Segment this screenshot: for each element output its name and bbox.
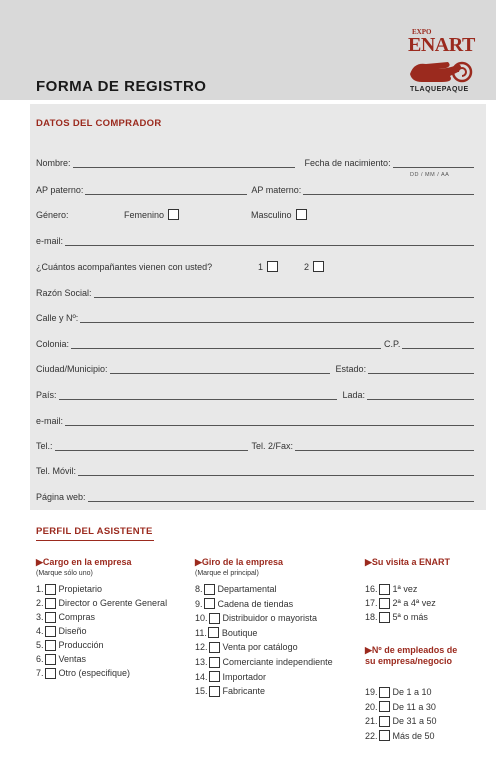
cargo-note: (Marque sólo uno) xyxy=(36,570,93,577)
option-checkbox[interactable] xyxy=(45,626,56,637)
option-number: 17. xyxy=(365,598,378,608)
option-item[interactable] xyxy=(195,671,266,683)
option-label: Fabricante xyxy=(222,686,266,697)
option-item[interactable] xyxy=(195,656,333,668)
giro-note: (Marque el principal) xyxy=(195,570,259,577)
option-item[interactable] xyxy=(36,597,167,609)
option-item[interactable] xyxy=(36,639,104,651)
option-label: Diseño xyxy=(58,626,87,636)
label-web: Página web: xyxy=(36,492,86,502)
label-movil: Tel. Móvil: xyxy=(36,466,77,476)
label-colonia: Colonia: xyxy=(36,339,70,349)
masculino-checkbox[interactable] xyxy=(296,209,307,220)
option-checkbox[interactable] xyxy=(209,657,220,668)
calle-input[interactable] xyxy=(80,312,474,323)
web-input[interactable] xyxy=(88,491,474,502)
option-item[interactable] xyxy=(365,715,437,727)
option-checkbox[interactable] xyxy=(379,716,390,727)
row-apellidos xyxy=(36,181,474,195)
option-number: 18. xyxy=(365,612,378,622)
label-nombre: Nombre: xyxy=(36,158,71,168)
option-checkbox[interactable] xyxy=(379,612,390,623)
option-number: 2. xyxy=(36,598,44,608)
option-checkbox[interactable] xyxy=(379,701,390,712)
option-item[interactable] xyxy=(36,611,95,623)
pais-input[interactable] xyxy=(59,389,337,400)
option-item[interactable] xyxy=(365,730,435,742)
option-checkbox[interactable] xyxy=(45,668,56,679)
option-item[interactable] xyxy=(36,583,102,595)
option-number: 4. xyxy=(36,626,44,636)
option-item[interactable] xyxy=(195,627,257,639)
enart-logo xyxy=(404,28,484,98)
label-opt2: 2 xyxy=(304,262,310,272)
option-checkbox[interactable] xyxy=(209,613,220,624)
option-number: 21. xyxy=(365,716,378,726)
option-checkbox[interactable] xyxy=(208,627,219,638)
date-format-hint: DD / MM / AA xyxy=(410,172,450,178)
visita-title xyxy=(365,557,450,568)
cp-input[interactable] xyxy=(402,338,474,349)
option-label: Venta por catálogo xyxy=(222,642,298,653)
option-item[interactable] xyxy=(195,583,277,595)
option-number: 5. xyxy=(36,640,44,650)
option-label: Compras xyxy=(58,612,96,622)
option-number: 7. xyxy=(36,668,44,678)
option-label: 2ª a 4ª vez xyxy=(392,598,436,608)
email-input[interactable] xyxy=(65,235,474,246)
empleados-title-line1: Nº de empleados de xyxy=(371,645,458,655)
logo-enart-text: ENART xyxy=(408,34,475,56)
colonia-input[interactable] xyxy=(71,338,381,349)
label-ap-paterno: AP paterno: xyxy=(36,185,84,195)
option-checkbox[interactable] xyxy=(209,686,220,697)
triangle-icon: ▶ xyxy=(365,557,372,567)
label-opt1: 1 xyxy=(258,262,264,272)
femenino-checkbox[interactable] xyxy=(168,209,179,220)
triangle-icon: ▶ xyxy=(365,645,372,655)
option-number: 22. xyxy=(365,730,378,741)
option-number: 8. xyxy=(195,584,203,594)
label-ciudad: Ciudad/Municipio: xyxy=(36,364,108,374)
logo-expo-text: EXPO xyxy=(412,28,432,36)
option-number: 20. xyxy=(365,701,378,712)
option-item[interactable] xyxy=(365,686,432,698)
row-movil xyxy=(36,462,474,476)
label-tel2: Tel. 2/Fax: xyxy=(251,441,294,451)
triangle-icon: ▶ xyxy=(36,557,43,567)
fecha-input[interactable] xyxy=(393,157,474,168)
row-colonia xyxy=(36,335,474,349)
option-checkbox[interactable] xyxy=(204,598,215,609)
profile-title-underline xyxy=(36,540,154,541)
option-number: 12. xyxy=(195,642,208,653)
logo-tlaquepaque-text: TLAQUEPAQUE xyxy=(410,86,469,93)
row-ciudad xyxy=(36,360,474,374)
option-checkbox[interactable] xyxy=(45,584,56,595)
row-telefono xyxy=(36,437,474,451)
nombre-input[interactable] xyxy=(73,157,295,168)
label-lada: Lada: xyxy=(342,390,366,400)
option-checkbox[interactable] xyxy=(379,598,390,609)
option-number: 14. xyxy=(195,671,208,682)
option-checkbox[interactable] xyxy=(45,640,56,651)
option-label: Ventas xyxy=(58,654,87,664)
giro-title xyxy=(195,557,283,568)
visita-title-text: Su visita a ENART xyxy=(371,557,450,567)
option-label: Boutique xyxy=(221,627,258,638)
label-pais: País: xyxy=(36,390,57,400)
tel-input[interactable] xyxy=(55,440,248,451)
option-item[interactable] xyxy=(365,583,417,595)
option-number: 13. xyxy=(195,657,208,667)
label-masculino: Masculino xyxy=(251,210,292,220)
label-femenino: Femenino xyxy=(124,210,165,220)
option-checkbox[interactable] xyxy=(45,612,56,623)
label-cp: C.P. xyxy=(384,339,401,349)
acompanantes-1-checkbox[interactable] xyxy=(267,261,278,272)
label-email: e-mail: xyxy=(36,236,64,246)
option-item[interactable] xyxy=(36,667,130,679)
option-number: 1. xyxy=(36,584,44,594)
option-number: 16. xyxy=(365,584,378,594)
empleados-title xyxy=(365,645,457,667)
ap-materno-input[interactable] xyxy=(303,184,474,195)
option-item[interactable] xyxy=(365,701,436,713)
profile-section-title: PERFIL DEL ASISTENTE xyxy=(36,526,153,537)
label-ap-materno: AP materno: xyxy=(251,185,302,195)
option-number: 19. xyxy=(365,687,378,697)
option-number: 3. xyxy=(36,612,44,622)
option-label: Producción xyxy=(58,640,104,650)
buyer-section-title: DATOS DEL COMPRADOR xyxy=(36,118,162,129)
row-calle xyxy=(36,309,474,323)
option-checkbox[interactable] xyxy=(209,671,220,682)
label-genero: Género: xyxy=(36,210,69,220)
option-checkbox[interactable] xyxy=(45,598,56,609)
row-genero xyxy=(36,206,474,220)
option-label: 5ª o más xyxy=(392,612,428,622)
option-label: Distribuidor o mayorista xyxy=(222,613,318,624)
movil-input[interactable] xyxy=(78,465,474,476)
estado-input[interactable] xyxy=(368,363,474,374)
option-label: Director o Gerente General xyxy=(58,598,168,608)
label-calle: Calle y Nº: xyxy=(36,313,79,323)
option-label: Cadena de tiendas xyxy=(217,598,294,609)
row-acompanantes xyxy=(36,258,474,272)
row-email2 xyxy=(36,412,474,426)
option-item[interactable] xyxy=(36,625,87,637)
option-checkbox[interactable] xyxy=(209,642,220,653)
option-label: Más de 50 xyxy=(392,730,435,741)
option-label: 1ª vez xyxy=(392,584,418,594)
option-number: 10. xyxy=(195,613,208,624)
option-number: 6. xyxy=(36,654,44,664)
empleados-title-line2: su empresa/negocio xyxy=(365,656,453,666)
lada-input[interactable] xyxy=(367,389,474,400)
label-email2: e-mail: xyxy=(36,416,64,426)
option-label: De 11 a 30 xyxy=(392,701,436,712)
label-estado: Estado: xyxy=(335,364,367,374)
ciudad-input[interactable] xyxy=(110,363,330,374)
label-fecha: Fecha de nacimiento: xyxy=(304,158,391,168)
option-item[interactable] xyxy=(195,641,298,653)
option-label: Otro (especifique) xyxy=(58,668,131,678)
option-checkbox[interactable] xyxy=(379,687,390,698)
option-label: Comerciante independiente xyxy=(222,657,333,667)
label-razon: Razón Social: xyxy=(36,288,92,298)
option-label: Propietario xyxy=(58,584,103,594)
ap-paterno-input[interactable] xyxy=(85,184,247,195)
option-item[interactable] xyxy=(365,597,436,609)
label-acompanantes: ¿Cuántos acompañantes vienen con usted? xyxy=(36,262,213,272)
row-nombre xyxy=(36,154,474,168)
label-tel: Tel.: xyxy=(36,441,53,451)
razon-input[interactable] xyxy=(94,287,474,298)
cargo-title-text: Cargo en la empresa xyxy=(42,557,132,567)
row-email xyxy=(36,232,474,246)
option-item[interactable] xyxy=(365,611,428,623)
option-label: Departamental xyxy=(217,584,277,594)
giro-title-text: Giro de la empresa xyxy=(201,557,283,567)
email2-input[interactable] xyxy=(65,415,474,426)
row-pais xyxy=(36,386,474,400)
option-item[interactable] xyxy=(195,612,317,624)
option-checkbox[interactable] xyxy=(45,654,56,665)
option-item[interactable] xyxy=(195,598,293,610)
tel2-input[interactable] xyxy=(295,440,474,451)
option-number: 9. xyxy=(195,598,203,609)
row-web xyxy=(36,488,474,502)
option-number: 11. xyxy=(195,627,207,638)
option-item[interactable] xyxy=(195,685,265,697)
option-checkbox[interactable] xyxy=(204,584,215,595)
triangle-icon: ▶ xyxy=(195,557,202,567)
acompanantes-2-checkbox[interactable] xyxy=(313,261,324,272)
option-label: De 31 a 50 xyxy=(392,716,437,726)
page-title: FORMA DE REGISTRO xyxy=(36,78,207,95)
row-razon xyxy=(36,284,474,298)
hand-spiral-icon xyxy=(408,56,478,86)
cargo-title xyxy=(36,557,131,568)
option-label: De 1 a 10 xyxy=(392,687,432,697)
option-checkbox[interactable] xyxy=(379,584,390,595)
option-number: 15. xyxy=(195,686,208,697)
option-checkbox[interactable] xyxy=(379,730,390,741)
option-label: Importador xyxy=(222,671,267,682)
option-item[interactable] xyxy=(36,653,86,665)
